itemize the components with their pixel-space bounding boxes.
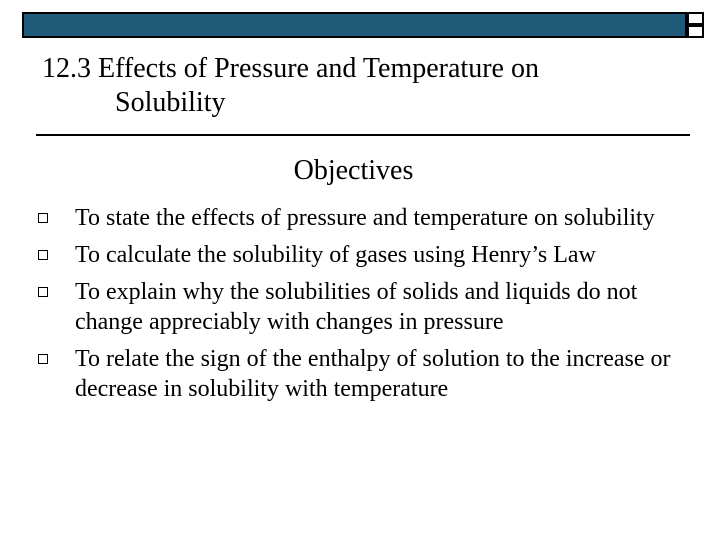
objective-item xyxy=(38,240,678,270)
slide-title-line-2: Solubility xyxy=(115,87,226,118)
hollow-square-icon xyxy=(38,354,48,364)
objective-text: To state the effects of pressure and temperature on solubility xyxy=(75,205,655,231)
objective-text: To explain why the solubilities of solids and liquids do not change appreciably with changes in pressure xyxy=(75,279,638,335)
corner-square-icon xyxy=(687,12,704,25)
slide-subtitle: Objectives xyxy=(293,155,414,186)
objective-item xyxy=(38,277,678,337)
objective-item xyxy=(38,344,678,404)
header-bar xyxy=(22,12,687,38)
hollow-square-icon xyxy=(38,213,48,223)
slide-title-line-1: 12.3 Effects of Pressure and Temperature on xyxy=(42,53,539,84)
hollow-square-icon xyxy=(38,287,48,297)
objectives-list xyxy=(38,203,678,411)
objective-text: To calculate the solubility of gases using Henry’s Law xyxy=(75,242,596,268)
slide-title xyxy=(42,52,539,120)
hollow-square-icon xyxy=(38,250,48,260)
objective-item xyxy=(38,203,678,233)
objective-text: To relate the sign of the enthalpy of solution to the increase or decrease in solubility with temperature xyxy=(75,346,671,402)
title-divider xyxy=(36,134,690,136)
corner-square-icon xyxy=(687,25,704,38)
